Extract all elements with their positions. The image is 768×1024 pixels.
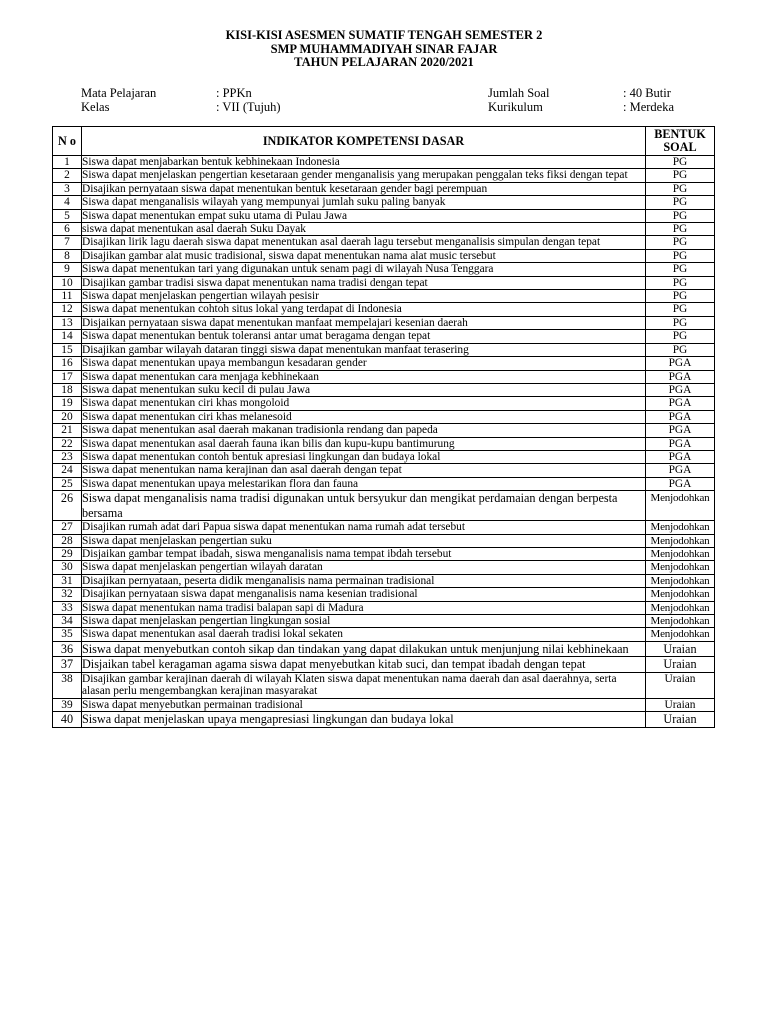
row-bentuk-soal: Menjodohkan — [646, 628, 715, 641]
row-number: 7 — [53, 236, 82, 249]
row-number: 9 — [53, 263, 82, 276]
row-bentuk-soal: PG — [646, 316, 715, 329]
row-indikator: Disjaikan tabel keragaman agama siswa dapat menyebutkan kitab suci, dan tempat ibadah dengan tepat — [82, 657, 646, 673]
table-row — [53, 574, 715, 587]
row-number: 15 — [53, 343, 82, 356]
meta-row-1 — [81, 86, 721, 100]
curriculum-value: : Merdeka — [623, 100, 675, 114]
header-indikator: INDIKATOR KOMPETENSI DASAR — [82, 127, 646, 156]
table-row — [53, 196, 715, 209]
row-indikator: Disajikan gambar tradisi siswa dapat menentukan nama tradisi dengan tepat — [82, 276, 646, 289]
indicator-table — [52, 126, 715, 728]
row-number: 25 — [53, 477, 82, 490]
row-number: 16 — [53, 357, 82, 370]
row-indikator: siswa dapat menentukan asal daerah Suku Dayak — [82, 223, 646, 236]
row-number: 35 — [53, 628, 82, 641]
table-row — [53, 383, 715, 396]
row-bentuk-soal: PG — [646, 209, 715, 222]
row-bentuk-soal: PGA — [646, 357, 715, 370]
row-number: 32 — [53, 588, 82, 601]
row-bentuk-soal: PG — [646, 249, 715, 262]
row-number: 27 — [53, 521, 82, 534]
row-bentuk-soal: PGA — [646, 383, 715, 396]
table-row — [53, 491, 715, 521]
row-indikator: Siswa dapat menentukan asal daerah tradisi lokal sekaten — [82, 628, 646, 641]
row-number: 1 — [53, 156, 82, 169]
table-row — [53, 182, 715, 195]
row-bentuk-soal: PG — [646, 263, 715, 276]
row-number: 11 — [53, 290, 82, 303]
row-indikator: Disajikan rumah adat dari Papua siswa dapat menentukan nama rumah adat tersebut — [82, 521, 646, 534]
row-indikator: Siswa dapat menentukan ciri khas mongoloid — [82, 397, 646, 410]
row-bentuk-soal: Menjodohkan — [646, 601, 715, 614]
row-bentuk-soal: PGA — [646, 437, 715, 450]
row-indikator: Siswa dapat menentukan suku kecil di pulau Jawa — [82, 383, 646, 396]
table-row — [53, 437, 715, 450]
row-number: 34 — [53, 615, 82, 628]
row-number: 21 — [53, 424, 82, 437]
row-bentuk-soal: Menjodohkan — [646, 615, 715, 628]
row-indikator: Siswa dapat menentukan asal daerah fauna ikan bilis dan kupu-kupu bantimurung — [82, 437, 646, 450]
row-indikator: Disajikan pernyataan, peserta didik menganalisis nama permainan tradisional — [82, 574, 646, 587]
row-bentuk-soal: PGA — [646, 397, 715, 410]
table-row — [53, 156, 715, 169]
row-number: 37 — [53, 657, 82, 673]
table-row — [53, 316, 715, 329]
row-number: 29 — [53, 547, 82, 560]
table-row — [53, 290, 715, 303]
row-number: 23 — [53, 450, 82, 463]
table-row — [53, 424, 715, 437]
row-bentuk-soal: Menjodohkan — [646, 534, 715, 547]
table-row — [53, 521, 715, 534]
row-number: 19 — [53, 397, 82, 410]
table-row — [53, 249, 715, 262]
table-row — [53, 169, 715, 182]
row-number: 39 — [53, 698, 82, 711]
row-bentuk-soal: Uraian — [646, 641, 715, 657]
row-indikator: Siswa dapat menentukan nama tradisi balapan sapi di Madura — [82, 601, 646, 614]
table-row — [53, 276, 715, 289]
row-bentuk-soal: PGA — [646, 477, 715, 490]
row-bentuk-soal: Menjodohkan — [646, 588, 715, 601]
table-row — [53, 628, 715, 641]
row-bentuk-soal: PG — [646, 330, 715, 343]
row-number: 6 — [53, 223, 82, 236]
header-no: N o — [53, 127, 82, 156]
table-row — [53, 712, 715, 728]
table-row — [53, 330, 715, 343]
row-number: 17 — [53, 370, 82, 383]
row-number: 33 — [53, 601, 82, 614]
question-count-label: Jumlah Soal — [488, 86, 550, 100]
row-number: 8 — [53, 249, 82, 262]
row-bentuk-soal: PG — [646, 182, 715, 195]
table-row — [53, 657, 715, 673]
table-row — [53, 397, 715, 410]
table-row — [53, 698, 715, 711]
row-indikator: Disjaikan gambar tempat ibadah, siswa menganalisis nama tempat ibdah tersebut — [82, 547, 646, 560]
class-value: : VII (Tujuh) — [216, 100, 281, 114]
row-indikator: Siswa dapat menentukan empat suku utama di Pulau Jawa — [82, 209, 646, 222]
table-row — [53, 534, 715, 547]
row-indikator: Siswa dapat menjelaskan pengertian wilayah daratan — [82, 561, 646, 574]
meta-row-2 — [81, 100, 721, 114]
row-indikator: Disajikan lirik lagu daerah siswa dapat menentukan asal daerah lagu tersebut menganalisis simpulan dengan tepat — [82, 236, 646, 249]
row-bentuk-soal: PG — [646, 169, 715, 182]
table-row — [53, 343, 715, 356]
row-bentuk-soal: Menjodohkan — [646, 521, 715, 534]
row-number: 26 — [53, 491, 82, 521]
row-bentuk-soal: PG — [646, 343, 715, 356]
table-row — [53, 410, 715, 423]
academic-year: TAHUN PELAJARAN 2020/2021 — [294, 55, 474, 69]
row-number: 4 — [53, 196, 82, 209]
row-number: 12 — [53, 303, 82, 316]
table-row — [53, 672, 715, 698]
row-number: 22 — [53, 437, 82, 450]
row-indikator: Disajikan pernyataan siswa dapat menganalisis nama kesenian tradisional — [82, 588, 646, 601]
row-indikator: Siswa dapat menentukan upaya melestarikan flora dan fauna — [82, 477, 646, 490]
row-number: 20 — [53, 410, 82, 423]
header-bentuk-soal: BENTUK SOAL — [646, 127, 715, 156]
row-number: 38 — [53, 672, 82, 698]
row-number: 13 — [53, 316, 82, 329]
row-indikator: Siswa dapat menentukan tari yang digunakan untuk senam pagi di wilayah Nusa Tenggara — [82, 263, 646, 276]
row-bentuk-soal: Menjodohkan — [646, 561, 715, 574]
table-row — [53, 477, 715, 490]
table-row — [53, 263, 715, 276]
row-indikator: Siswa dapat menganalisis wilayah yang mempunyai jumlah suku paling banyak — [82, 196, 646, 209]
row-indikator: Siswa dapat menyebutkan permainan tradisional — [82, 698, 646, 711]
table-row — [53, 236, 715, 249]
document-header — [0, 29, 768, 70]
class-label: Kelas — [81, 100, 110, 114]
row-bentuk-soal: PG — [646, 290, 715, 303]
table-row — [53, 450, 715, 463]
table-row — [53, 615, 715, 628]
row-bentuk-soal: PGA — [646, 450, 715, 463]
row-number: 10 — [53, 276, 82, 289]
row-indikator: Siswa dapat menentukan upaya membangun kesadaran gender — [82, 357, 646, 370]
row-indikator: Siswa dapat menentukan asal daerah makanan tradisionla rendang dan papeda — [82, 424, 646, 437]
document-title: KISI-KISI ASESMEN SUMATIF TENGAH SEMESTER 2 — [225, 28, 543, 42]
table-row — [53, 601, 715, 614]
row-bentuk-soal: PGA — [646, 410, 715, 423]
table-row — [53, 588, 715, 601]
row-number: 3 — [53, 182, 82, 195]
row-number: 18 — [53, 383, 82, 396]
row-indikator: Disajikan gambar kerajinan daerah di wilayah Klaten siswa dapat menentukan nama daerah dan asal daerahnya, serta alasan perlu mengembangkan kerajinan masyarakat — [82, 672, 646, 698]
table-row — [53, 223, 715, 236]
table-header-row — [53, 127, 715, 156]
row-indikator: Siswa dapat menjelaskan pengertian suku — [82, 534, 646, 547]
table-row — [53, 464, 715, 477]
row-number: 2 — [53, 169, 82, 182]
row-bentuk-soal: Menjodohkan — [646, 491, 715, 521]
row-number: 40 — [53, 712, 82, 728]
row-bentuk-soal: Menjodohkan — [646, 547, 715, 560]
row-indikator: Siswa dapat menentukan cara menjaga kebhinekaan — [82, 370, 646, 383]
curriculum-label: Kurikulum — [488, 100, 543, 114]
table-row — [53, 370, 715, 383]
row-indikator: Siswa dapat menjelaskan pengertian lingkungan sosial — [82, 615, 646, 628]
row-indikator: Siswa dapat menjabarkan bentuk kebhinekaan Indonesia — [82, 156, 646, 169]
table-row — [53, 357, 715, 370]
row-number: 31 — [53, 574, 82, 587]
row-indikator: Siswa dapat menjelaskan upaya mengapresiasi lingkungan dan budaya lokal — [82, 712, 646, 728]
row-indikator: Siswa dapat menyebutkan contoh sikap dan tindakan yang dapat dilakukan untuk menjunjung nilai kebhinekaan — [82, 641, 646, 657]
row-bentuk-soal: PGA — [646, 424, 715, 437]
row-indikator: Siswa dapat menentukan cohtoh situs lokal yang terdapat di Indonesia — [82, 303, 646, 316]
table-body — [53, 156, 715, 728]
row-indikator: Siswa dapat menentukan ciri khas melanesoid — [82, 410, 646, 423]
row-bentuk-soal: Uraian — [646, 698, 715, 711]
row-number: 5 — [53, 209, 82, 222]
row-bentuk-soal: PG — [646, 236, 715, 249]
row-indikator: Siswa dapat menentukan contoh bentuk apresiasi lingkungan dan budaya lokal — [82, 450, 646, 463]
row-indikator: Disajikan gambar alat music tradisional, siswa dapat menentukan nama alat music tersebut — [82, 249, 646, 262]
row-indikator: Disajikan pernyataan siswa dapat menentukan bentuk kesetaraan gender bagi perempuan — [82, 182, 646, 195]
row-indikator: Siswa dapat menganalisis nama tradisi digunakan untuk bersyukur dan mengikat perdamaian dengan berpesta bersama — [82, 491, 646, 521]
row-indikator: Siswa dapat menjelaskan pengertian kesetaraan gender menganalisis yang merupakan penggalan teks fiksi dengan tepat — [82, 169, 646, 182]
row-bentuk-soal: PGA — [646, 370, 715, 383]
subject-value: : PPKn — [216, 86, 252, 100]
row-number: 30 — [53, 561, 82, 574]
row-indikator: Disajikan gambar wilayah dataran tinggi siswa dapat menentukan manfaat terasering — [82, 343, 646, 356]
school-name: SMP MUHAMMADIYAH SINAR FAJAR — [270, 41, 498, 56]
row-bentuk-soal: PG — [646, 223, 715, 236]
row-number: 24 — [53, 464, 82, 477]
table-row — [53, 303, 715, 316]
row-bentuk-soal: PG — [646, 276, 715, 289]
question-count-value: : 40 Butir — [623, 86, 671, 100]
row-number: 28 — [53, 534, 82, 547]
row-bentuk-soal: PG — [646, 156, 715, 169]
row-bentuk-soal: Uraian — [646, 672, 715, 698]
table-row — [53, 209, 715, 222]
row-indikator: Siswa dapat menentukan bentuk toleransi antar umat beragama dengan tepat — [82, 330, 646, 343]
row-bentuk-soal: PG — [646, 303, 715, 316]
document-meta — [81, 86, 721, 114]
row-indikator: Siswa dapat menentukan nama kerajinan dan asal daerah dengan tepat — [82, 464, 646, 477]
row-number: 14 — [53, 330, 82, 343]
row-bentuk-soal: PGA — [646, 464, 715, 477]
row-number: 36 — [53, 641, 82, 657]
subject-label: Mata Pelajaran — [81, 86, 157, 100]
row-bentuk-soal: Uraian — [646, 712, 715, 728]
row-bentuk-soal: Menjodohkan — [646, 574, 715, 587]
table-row — [53, 641, 715, 657]
row-indikator: Disjaikan pernyataan siswa dapat menentukan manfaat mempelajari kesenian daerah — [82, 316, 646, 329]
row-bentuk-soal: Uraian — [646, 657, 715, 673]
table-row — [53, 547, 715, 560]
row-indikator: Siswa dapat menjelaskan pengertian wilayah pesisir — [82, 290, 646, 303]
row-bentuk-soal: PG — [646, 196, 715, 209]
table-row — [53, 561, 715, 574]
